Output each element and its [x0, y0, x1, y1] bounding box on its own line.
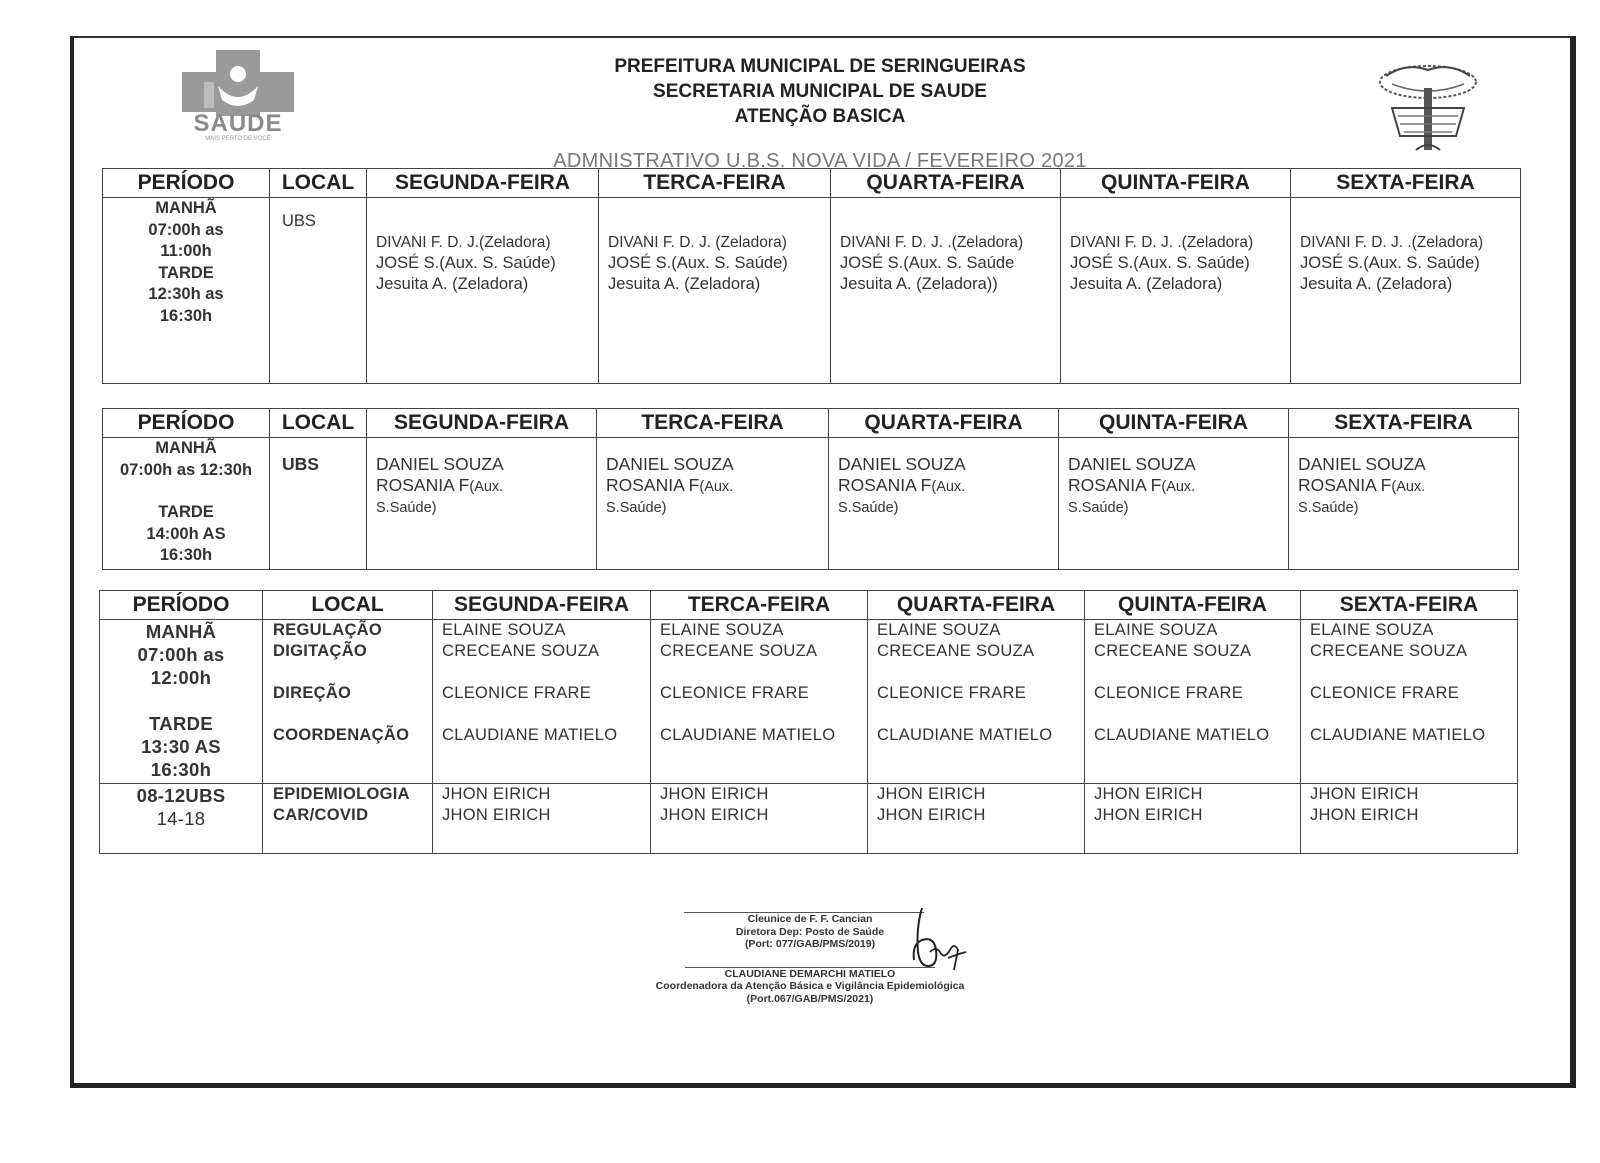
staff-line	[877, 662, 1084, 683]
periodo-line: TARDE	[158, 263, 214, 282]
local-cell: UBS	[270, 198, 367, 384]
periodo-line: 11:00h	[160, 242, 212, 260]
staff-name: ROSANIA F	[1298, 475, 1392, 495]
header-sexta: SEXTA-FEIRA	[1291, 169, 1521, 198]
local-line: CAR/COVID	[273, 806, 369, 824]
staff-line	[1310, 662, 1517, 683]
staff-line: CLEONICE FRARE	[660, 684, 810, 702]
staff-line: DANIEL SOUZA	[376, 454, 504, 474]
staff-line	[1068, 475, 1288, 498]
periodo-line: TARDE	[149, 713, 213, 734]
staff-role: (Aux.	[1391, 479, 1426, 495]
staff-line: JOSÉ S.(Aux. S. Saúde)	[608, 254, 788, 272]
day-cell-terca	[599, 198, 831, 384]
local-line: DIGITAÇÃO	[273, 642, 368, 660]
header-segunda: SEGUNDA-FEIRA	[433, 591, 651, 620]
periodo-line: 13:30 AS	[141, 736, 221, 757]
staff-line: JHON EIRICH	[660, 806, 769, 824]
staff-line: JHON EIRICH	[877, 785, 986, 803]
staff-line: JHON EIRICH	[442, 785, 551, 803]
periodo-cell	[100, 620, 263, 784]
staff-line	[660, 662, 867, 683]
header-secretariat: SECRETARIA MUNICIPAL DE SAUDE	[653, 81, 987, 102]
staff-line: CRECEANE SOUZA	[877, 642, 1035, 660]
staff-line: DANIEL SOUZA	[1068, 454, 1196, 474]
staff-role: S.Saúde)	[376, 500, 437, 516]
staff-line: CRECEANE SOUZA	[1094, 642, 1252, 660]
day-cell-quarta	[868, 784, 1085, 854]
periodo-line: 12:30h as	[148, 285, 224, 303]
local-line	[273, 662, 432, 683]
signer-2-port: (Port.067/GAB/PMS/2021)	[746, 992, 874, 1005]
local-line: EPIDEMIOLOGIA	[273, 785, 410, 803]
staff-line: DANIEL SOUZA	[838, 454, 966, 474]
header-quarta: QUARTA-FEIRA	[829, 409, 1059, 438]
schedule-subtitle: ADMNISTRATIVO U.B.S. NOVA VIDA / FEVEREIRO 2021	[553, 150, 1087, 172]
periodo-line: TARDE	[158, 503, 214, 521]
staff-line: DIVANI F. D. J. (Zeladora)	[608, 234, 787, 251]
staff-line: DIVANI F. D. J. .(Zeladora)	[1070, 234, 1254, 251]
staff-line: Jesuita A. (Zeladora)	[608, 275, 761, 293]
periodo-line: 07:00h as 12:30h	[119, 460, 253, 479]
periodo-line: 14:00h AS	[146, 524, 226, 543]
day-cell-quinta	[1085, 620, 1301, 784]
staff-line: JHON EIRICH	[877, 806, 986, 824]
staff-line: JHON EIRICH	[442, 806, 551, 824]
staff-line	[1298, 475, 1518, 498]
staff-line: JOSÉ S.(Aux. S. Saúde)	[1300, 254, 1480, 272]
header-quinta: QUINTA-FEIRA	[1059, 409, 1289, 438]
staff-line: CLEONICE FRARE	[877, 684, 1027, 702]
staff-line: CLEONICE FRARE	[1310, 684, 1460, 702]
header-periodo: PERÍODO	[103, 169, 270, 198]
day-cell-terca	[651, 620, 868, 784]
signer-1-port: (Port: 077/GAB/PMS/2019)	[744, 938, 876, 950]
staff-line: JOSÉ S.(Aux. S. Saúde)	[1070, 254, 1250, 272]
staff-line	[442, 704, 650, 725]
staff-line	[838, 475, 1058, 498]
local-line: DIREÇÃO	[273, 684, 352, 702]
day-cell-quinta	[1059, 438, 1289, 570]
periodo-cell	[103, 438, 270, 570]
header-quinta: QUINTA-FEIRA	[1061, 169, 1291, 198]
staff-line: DIVANI F. D. J. .(Zeladora)	[1300, 234, 1484, 251]
staff-line: ELAINE SOUZA	[1310, 621, 1434, 639]
day-cell-sexta	[1301, 784, 1518, 854]
staff-line: CRECEANE SOUZA	[442, 642, 600, 660]
header-quinta: QUINTA-FEIRA	[1085, 591, 1301, 620]
header-quarta: QUARTA-FEIRA	[831, 169, 1061, 198]
periodo-line: 14-18	[156, 808, 206, 829]
periodo-line: MANHÃ	[155, 199, 217, 217]
staff-line: Jesuita A. (Zeladora))	[840, 275, 998, 293]
staff-line: CLAUDIANE MATIELO	[1094, 726, 1270, 744]
staff-role: S.Saúde)	[606, 500, 667, 516]
staff-line: CLEONICE FRARE	[1094, 684, 1244, 702]
header-terca: TERCA-FEIRA	[597, 409, 829, 438]
header-terca: TERCA-FEIRA	[599, 169, 831, 198]
day-cell-sexta	[1291, 198, 1521, 384]
staff-role: (Aux.	[469, 479, 504, 495]
staff-line: ELAINE SOUZA	[442, 621, 566, 639]
staff-line	[1094, 704, 1300, 725]
local-cell: UBS	[270, 438, 367, 570]
staff-role: (Aux.	[699, 479, 734, 495]
staff-line: Jesuita A. (Zeladora)	[1070, 275, 1223, 293]
staff-line: JOSÉ S.(Aux. S. Saúde	[840, 254, 1015, 272]
staff-line: CLAUDIANE MATIELO	[1310, 726, 1486, 744]
periodo-line: 12:00h	[150, 667, 212, 688]
periodo-line: 07:00h as	[148, 220, 224, 239]
staff-line	[606, 475, 828, 498]
header-terca: TERCA-FEIRA	[651, 591, 868, 620]
local-cell	[263, 784, 433, 854]
staff-line	[442, 662, 650, 683]
signer-2-role: Coordenadora da Atenção Básica e Vigilância Epidemiológica	[655, 980, 965, 992]
staff-role: (Aux.	[931, 479, 966, 495]
staff-role: S.Saúde)	[1298, 500, 1359, 516]
schedule-table-3	[99, 590, 1518, 854]
staff-line: CLEONICE FRARE	[442, 684, 592, 702]
periodo-line: 08-12UBS	[136, 785, 226, 806]
local-line: COORDENAÇÃO	[273, 726, 410, 744]
document-header	[520, 54, 1120, 129]
staff-line: JOSÉ S.(Aux. S. Saúde)	[376, 254, 556, 272]
staff-line: JHON EIRICH	[1094, 806, 1203, 824]
staff-line: ELAINE SOUZA	[1094, 621, 1218, 639]
signer-2-name: CLAUDIANE DEMARCHI MATIELO	[724, 967, 896, 980]
day-cell-terca	[597, 438, 829, 570]
periodo-line: MANHÃ	[155, 439, 217, 457]
staff-line: CLAUDIANE MATIELO	[442, 726, 618, 744]
header-department: ATENÇÃO BASICA	[734, 106, 906, 127]
periodo-line: 16:30h	[159, 306, 213, 325]
handwritten-signature-icon	[896, 900, 976, 986]
staff-name: ROSANIA F	[1068, 475, 1162, 495]
day-cell-quarta	[829, 438, 1059, 570]
staff-line: JHON EIRICH	[660, 785, 769, 803]
staff-line	[1094, 662, 1300, 683]
schedule-table-1	[102, 168, 1521, 384]
day-cell-quinta	[1061, 198, 1291, 384]
staff-line: DANIEL SOUZA	[606, 454, 734, 474]
municipal-seal	[1372, 62, 1484, 158]
day-cell-segunda	[433, 784, 651, 854]
staff-line: DIVANI F. D. J. .(Zeladora)	[840, 234, 1024, 251]
local-line: REGULAÇÃO	[273, 621, 383, 639]
staff-name: ROSANIA F	[606, 475, 700, 495]
day-cell-sexta	[1301, 620, 1518, 784]
header-segunda: SEGUNDA-FEIRA	[367, 169, 599, 198]
staff-name: ROSANIA F	[838, 475, 932, 495]
day-cell-sexta	[1289, 438, 1519, 570]
periodo-line: 16:30h	[150, 759, 212, 780]
staff-line	[877, 704, 1084, 725]
day-cell-segunda	[367, 438, 597, 570]
header-sexta: SEXTA-FEIRA	[1289, 409, 1519, 438]
header-local: LOCAL	[270, 169, 367, 198]
day-cell-segunda	[367, 198, 599, 384]
signer-1-role: Diretora Dep: Posto de Saúde	[735, 925, 885, 938]
saude-logo	[178, 46, 298, 146]
staff-line: Jesuita A. (Zeladora)	[376, 275, 529, 293]
periodo-line	[100, 689, 262, 712]
staff-line: ELAINE SOUZA	[660, 621, 784, 639]
header-municipality: PREFEITURA MUNICIPAL DE SERINGUEIRAS	[614, 56, 1026, 77]
header-periodo: PERÍODO	[100, 591, 263, 620]
day-cell-quarta	[868, 620, 1085, 784]
periodo-line: 16:30h	[159, 546, 213, 564]
day-cell-segunda	[433, 620, 651, 784]
staff-line: ELAINE SOUZA	[877, 621, 1001, 639]
local-cell	[263, 620, 433, 784]
staff-line: JHON EIRICH	[1310, 806, 1419, 824]
schedule-table-2	[102, 408, 1519, 570]
periodo-line	[103, 481, 269, 502]
staff-role: (Aux.	[1161, 479, 1196, 495]
header-quarta: QUARTA-FEIRA	[868, 591, 1085, 620]
staff-line: CLAUDIANE MATIELO	[877, 726, 1053, 744]
periodo-line: MANHÃ	[145, 621, 217, 642]
periodo-cell	[103, 198, 270, 384]
staff-line: Jesuita A. (Zeladora)	[1300, 275, 1453, 293]
periodo-cell	[100, 784, 263, 854]
staff-line	[660, 704, 867, 725]
day-cell-terca	[651, 784, 868, 854]
local-line	[273, 704, 432, 725]
signer-1-name: Cleunice de F. F. Cancian	[747, 913, 873, 925]
staff-role: S.Saúde)	[1068, 500, 1129, 516]
staff-role: S.Saúde)	[838, 500, 899, 516]
periodo-line: 07:00h as	[137, 644, 225, 665]
staff-line: CRECEANE SOUZA	[1310, 642, 1468, 660]
staff-line	[376, 475, 596, 498]
header-segunda: SEGUNDA-FEIRA	[367, 409, 597, 438]
staff-line: CLAUDIANE MATIELO	[660, 726, 836, 744]
staff-line: DIVANI F. D. J.(Zeladora)	[376, 234, 551, 251]
staff-line: JHON EIRICH	[1310, 785, 1419, 803]
staff-name: ROSANIA F	[376, 475, 470, 495]
header-periodo: PERÍODO	[103, 409, 270, 438]
staff-line	[1310, 704, 1517, 725]
staff-line: JHON EIRICH	[1094, 785, 1203, 803]
header-local: LOCAL	[270, 409, 367, 438]
logo-tagline: MAIS PERTO DE VOCÊ	[205, 136, 271, 142]
day-cell-quinta	[1085, 784, 1301, 854]
staff-line: DANIEL SOUZA	[1298, 454, 1426, 474]
day-cell-quarta	[831, 198, 1061, 384]
header-local: LOCAL	[263, 591, 433, 620]
tree-seal-icon	[1372, 62, 1484, 158]
logo-text: SAÚDE	[193, 110, 283, 137]
staff-line: CRECEANE SOUZA	[660, 642, 818, 660]
header-sexta: SEXTA-FEIRA	[1301, 591, 1518, 620]
